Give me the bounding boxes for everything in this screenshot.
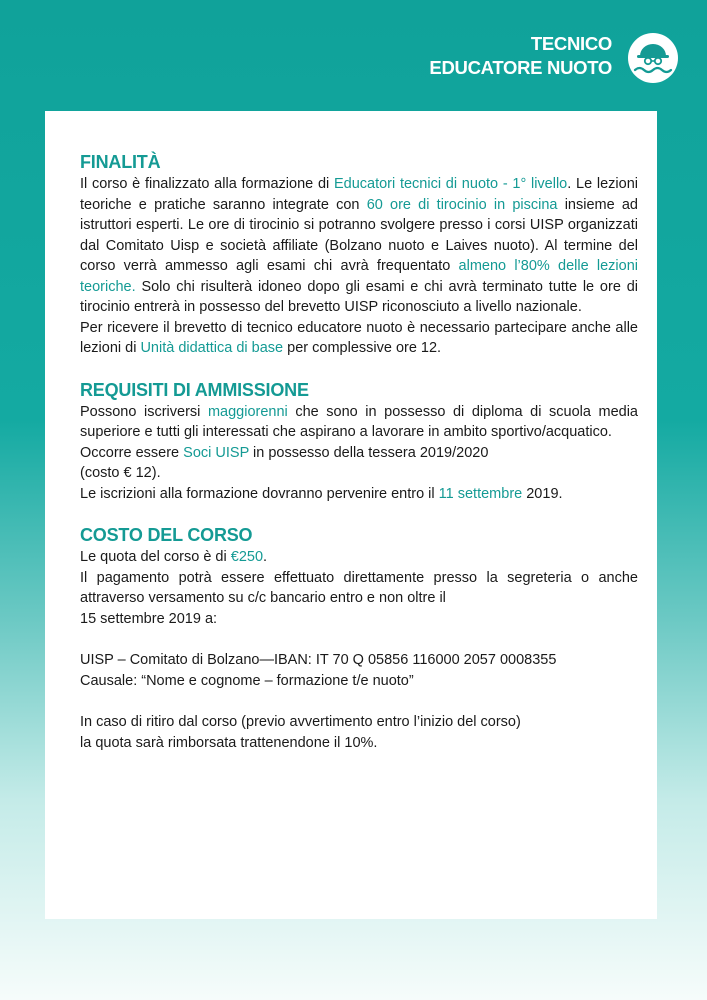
section-title-costo: COSTO DEL CORSO — [80, 525, 253, 545]
section-title-finalita: FINALITÀ — [80, 152, 161, 172]
text-span: che sono in possesso di diploma di scuola media superiore e tutti gli interessati che aspirano a lavorare in ambito sportivo/acquatico. — [80, 403, 638, 440]
text-span: Occorre essere — [80, 444, 184, 461]
finalita-paragraph-2 — [80, 318, 638, 359]
costo-paragraph-2: Il pagamento potrà essere effettuato direttamente presso la segreteria o anche attraverso versamento su c/c bancario entro e non oltre il — [80, 569, 638, 606]
header-title — [429, 32, 612, 80]
spacer — [80, 691, 638, 712]
costo-paragraph-3: 15 settembre 2019 a: — [80, 610, 218, 627]
ritiro-line-1: In caso di ritiro dal corso (previo avvertimento entro l’inizio del corso) — [80, 714, 521, 730]
highlight-span: Educatori tecnici di nuoto - 1° livello — [333, 176, 568, 192]
swimmer-icon — [627, 32, 679, 84]
highlight-span: 11 settembre — [438, 485, 523, 502]
text-span: Possono iscriversi — [80, 403, 208, 420]
text-span: Per ricevere il brevetto di tecnico educatore nuoto è necessario partecipare anche alle lezioni di — [80, 319, 638, 356]
section-title-requisiti: REQUISITI DI AMMISSIONE — [80, 379, 309, 400]
spacer — [80, 629, 638, 650]
highlight-span: Soci UISP — [183, 444, 249, 461]
text-span: Le quota del corso è di — [80, 549, 231, 565]
highlight-span: Unità didattica di base — [140, 340, 284, 356]
requisiti-paragraph-2 — [80, 443, 638, 464]
text-span: 2019. — [522, 485, 563, 502]
content-card — [45, 111, 657, 919]
finalita-paragraph-1 — [80, 174, 638, 318]
content-body — [80, 151, 638, 753]
text-span: Il corso è finalizzato alla formazione di — [80, 176, 334, 192]
requisiti-paragraph-4 — [80, 484, 638, 505]
text-span: in possesso della tessera 2019/2020 — [248, 444, 489, 461]
highlight-span: maggiorenni — [207, 403, 288, 420]
text-span: Le iscrizioni alla formazione dovranno pervenire entro il — [80, 485, 439, 502]
ritiro-line-2: la quota sarà rimborsata trattenendone il 10%. — [80, 734, 378, 751]
text-span: insieme ad istruttori esperti. Le ore di tirocinio si potranno svolgere presso i corsi UISP organizzati dal Comitato Uisp e società affiliate (Bolzano nuoto e Laives nuoto). Al termine del corso verrà ammesso agli esami chi avrà frequentato — [80, 196, 638, 274]
causale-line: Causale: “Nome e cognome – formazione t/e nuoto” — [80, 672, 414, 689]
highlight-span: €250 — [230, 549, 264, 565]
spacer — [80, 359, 638, 379]
requisiti-paragraph-3: (costo € 12). — [80, 465, 161, 481]
header-line-1: TECNICO — [530, 33, 612, 54]
requisiti-paragraph-1 — [80, 402, 638, 443]
text-span: . — [263, 549, 268, 565]
text-span: per complessive ore 12. — [283, 340, 442, 356]
highlight-span: almeno l’80% delle lezioni teoriche. — [80, 258, 638, 295]
spacer — [80, 504, 638, 524]
highlight-span: 60 ore di tirocinio in piscina — [366, 196, 558, 213]
header-line-2: EDUCATORE NUOTO — [429, 57, 612, 78]
iban-line: UISP – Comitato di Bolzano—IBAN: IT 70 Q 05856 116000 2057 0008355 — [80, 652, 557, 668]
text-span: . Le lezioni teoriche e pratiche saranno integrate con — [80, 176, 638, 213]
text-span: Solo chi risulterà idoneo dopo gli esami e chi avrà terminato tutte le ore di tirocinio entrerà in possesso del brevetto UISP riconosciuto a livello nazionale. — [80, 278, 638, 315]
costo-paragraph-1 — [80, 547, 638, 568]
